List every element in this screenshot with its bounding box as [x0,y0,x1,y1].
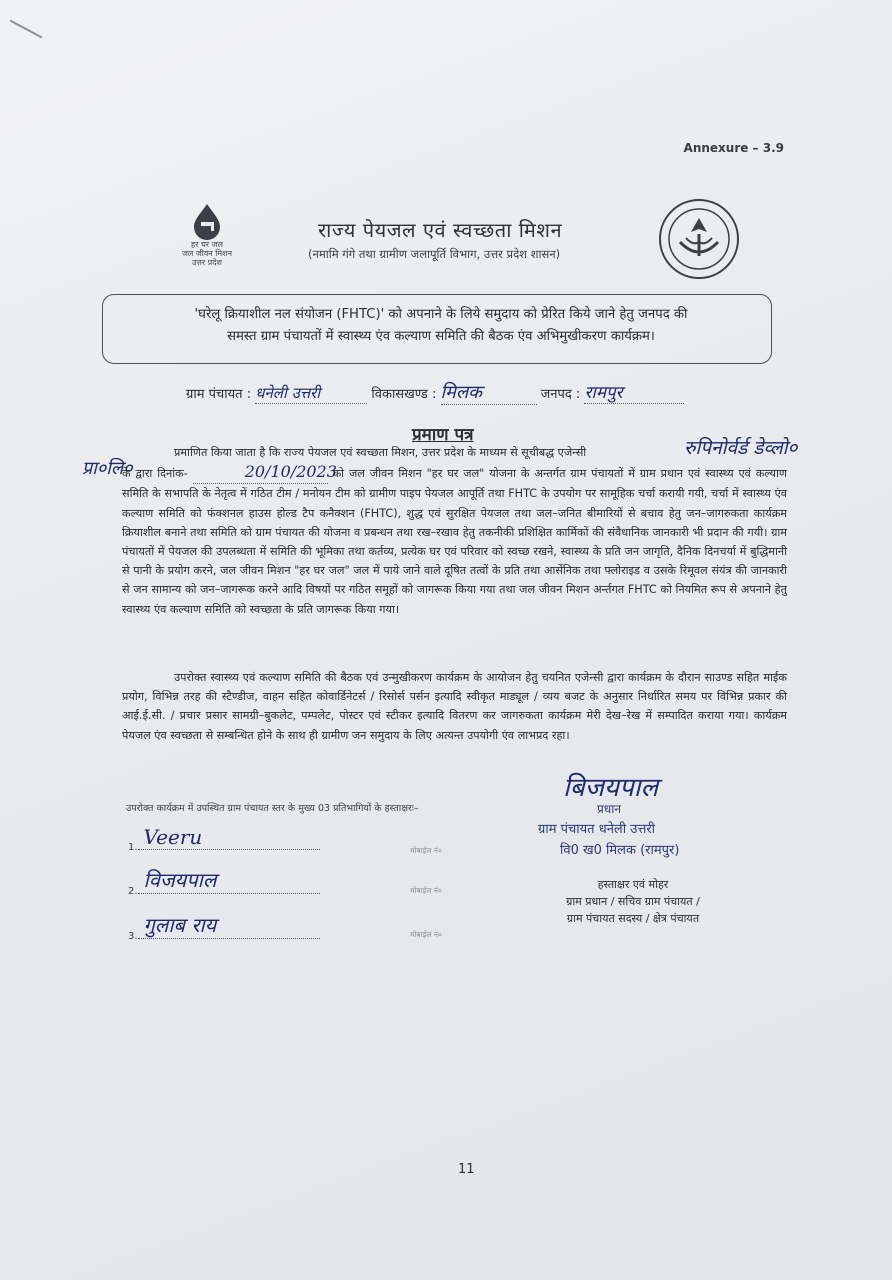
stamp-panchayat: ग्राम पंचायत धनेली उत्तरी [538,822,656,837]
certificate-title: प्रमाण पत्र [412,425,474,445]
participant-row [128,868,320,897]
participant-row [128,913,320,942]
staple-mark [10,20,43,39]
district-value: रामपुर [584,383,623,403]
participant-signature: गुलाब राय [143,913,217,937]
sign-block-line-3: ग्राम पंचायत सदस्य / क्षेत्र पंचायत [566,912,700,925]
certificate-paragraph-2: उपरोक्त स्वास्थ्य एवं कल्याण समिति की बैठक एवं उन्मुखीकरण कार्यक्रम के आयोजन हेतु चयनित एजेन्सी द्वारा कार्यक्रम के दौरान साउण्ड सहित माईक प्रयोग, विभिन्न तरह की स्टैण्डीज, वाहन सहित कोवार्डिनेटर्स / रिसोर्स पर्सन इत्यादि स्वीकृत माड्यूल / व्यय बजट के अनुसार निर्धारित समय पर विभिन्न प्रकार की आई.ई.सी. / प्रचार प्रसार सामग्री–बुकलेट, पम्पलेट, पोस्टर एवं स्टीकर इत्यादि वितरण कर जागरुकता कार्यक्रम मेरी देख–रेख में सम्पादित कराया गया। कार्यक्रम पेयजल एंव स्वच्छता से सम्बन्धित होने के साथ ही ग्रामीण जन समुदाय के लिए अत्यन्त उपयोगी एंव लाभप्रद रहा। [122,671,787,742]
para1-part-c: को जल जीवन मिशन "हर घर जल" योजना के अन्तर्गत ग्राम पंचायतों में ग्राम प्रधान एवं स्वास्थ्य एवं कल्याण समिति के सभापति के नेतृत्व में गठित टीम / मनोयन टीम को ग्रामीण पाइप पेयजल आपूर्ति तथा FHTC के उपयोग पर सामूहिक चर्चा करायी गयी, चर्चा में स्वास्थ्य एंव कल्याण समिति को फंक्शनल हाउस होल्ड टैप कनैक्शन (FHTC), शुद्ध एवं सुरक्षित पेयजल तथा जल–जनित बीमारियों से बचाव हेतु जन–जागरुकता कार्यक्रम क्रियाशील बनाने तथा समिति को ग्राम पंचायत की योजना व प्रबन्धन तथा रख–रखाव हेतु तकनीकी प्रशिक्षित कार्मिकों की संवैधानिक जानकारी भी प्रदान की गयी। ग्राम पंचायतों में पेयजल की उपलब्धता में समिति की भूमिका तथा कर्तव्य, प्रत्येक घर एवं परिवार को स्वच्छ रखने, स्वास्थ्य के प्रति जन जागृति, दैनिक दिनचर्या में बुद्धिमानी से पानी के प्रयोग करने, जल जीवन मिशन "हर घर जल" जल में पाये जाने वाले दूषित तत्वों के प्रति तथा आर्सेनिक तथा फ्लोराइड व उसके रिमूवल संयंत्र की जानकारी से जन सामान्य को जन–जागरूक करने आदि विषयों पर गठित समूहों को जागरूक किया गया तथा जल जीवन मिशन अर्न्तगत FHTC को नियमित रूप से अपनाने हेतु स्वास्थ्य एंव कल्याण समिति को स्वच्छता के प्रति जागरूक किया गया। [122,467,787,616]
participant-number: 3. [128,931,138,942]
annexure-label: Annexure – 3.9 [683,141,784,155]
panchayat-label: ग्राम पंचायत : [186,387,252,402]
stamp-pradhan: प्रधान [597,802,621,816]
participant-phone-label: मोबाईल नं० [410,886,442,895]
handwritten-date: 20/10/2023 [244,462,337,482]
participants-intro: उपरोक्त कार्यक्रम में उपस्थित ग्राम पंचायत स्तर के मुख्य 03 प्रतिभागियों के हस्ताक्षरः– [126,803,419,814]
banner-line-1: 'घरेलू क्रियाशील नल संयोजन (FHTC)' को अपनाने के लिये समुदाय को प्रेरित किये जाने हेतु जनपद की [194,307,688,322]
participant-row [128,825,320,853]
panchayat-value: धनेली उत्तरी [255,384,321,402]
participant-number: 1. [128,842,138,853]
signature-block [548,876,718,927]
participant-signature-line [138,913,320,939]
block-value: मिलक [440,382,482,403]
page-number: 11 [458,1162,475,1177]
certificate-paragraph-1 [122,443,787,619]
district-value-line [584,380,684,404]
banner-line-2: समस्त ग्राम पंचायतों में स्वास्थ्य एंव कल्याण समिति की बैठक एंव अभिमुखीकरण कार्यक्रम। [227,329,655,344]
har-ghar-jal-logo [176,202,238,267]
participant-signature: विजयपाल [143,868,217,892]
logo-text-3: उत्तर प्रदेश [192,258,222,267]
participant-signature: Veeru [143,825,203,849]
sign-block-line-1: हस्ताक्षर एवं मोहर [597,878,669,891]
participant-phone-label: मोबाईल नं० [410,930,442,939]
stamp-block: वि0 ख0 मिलक (रामपुर) [560,843,680,858]
logo-text-1: हर घर जल [191,240,223,249]
panchayat-value-line [255,383,367,404]
participant-phone-label: मोबाईल नं० [410,846,442,855]
district-label: जनपद : [540,387,581,402]
handwritten-agency: रुपिनोर्वर्ड डेव्लो० [684,437,798,459]
date-line [193,462,337,484]
block-value-line [441,380,537,405]
mission-title: राज्य पेयजल एवं स्वच्छता मिशन [318,218,563,242]
para1-part-a: प्रमाणित किया जाता है कि राज्य पेयजल एवं स्वच्छता मिशन, उत्तर प्रदेश के माध्यम से सूचीबद्ध एजेन्सी [174,446,587,459]
mission-subtitle: (नमामि गंगे तथा ग्रामीण जलापूर्ति विभाग, उत्तर प्रदेश शासन) [308,247,561,261]
para1-part-b: के द्वारा दिनांक- [122,467,188,481]
logo-text-2: जल जीवन मिशन [181,249,233,258]
pradhan-signature: बिजयपाल [563,773,659,803]
participant-signature-line [138,868,320,894]
water-drop-icon [190,202,224,240]
sign-block-line-2: ग्राम प्रधान / सचिव ग्राम पंचायत / [566,895,700,908]
program-banner [102,294,772,364]
participant-number: 2. [128,886,138,897]
location-fields [186,380,684,405]
up-state-emblem-icon [658,198,740,280]
block-label: विकासखण्ड : [371,387,437,402]
handwritten-prefix: प्रा०लि० [82,458,133,479]
participant-signature-line [138,825,320,850]
